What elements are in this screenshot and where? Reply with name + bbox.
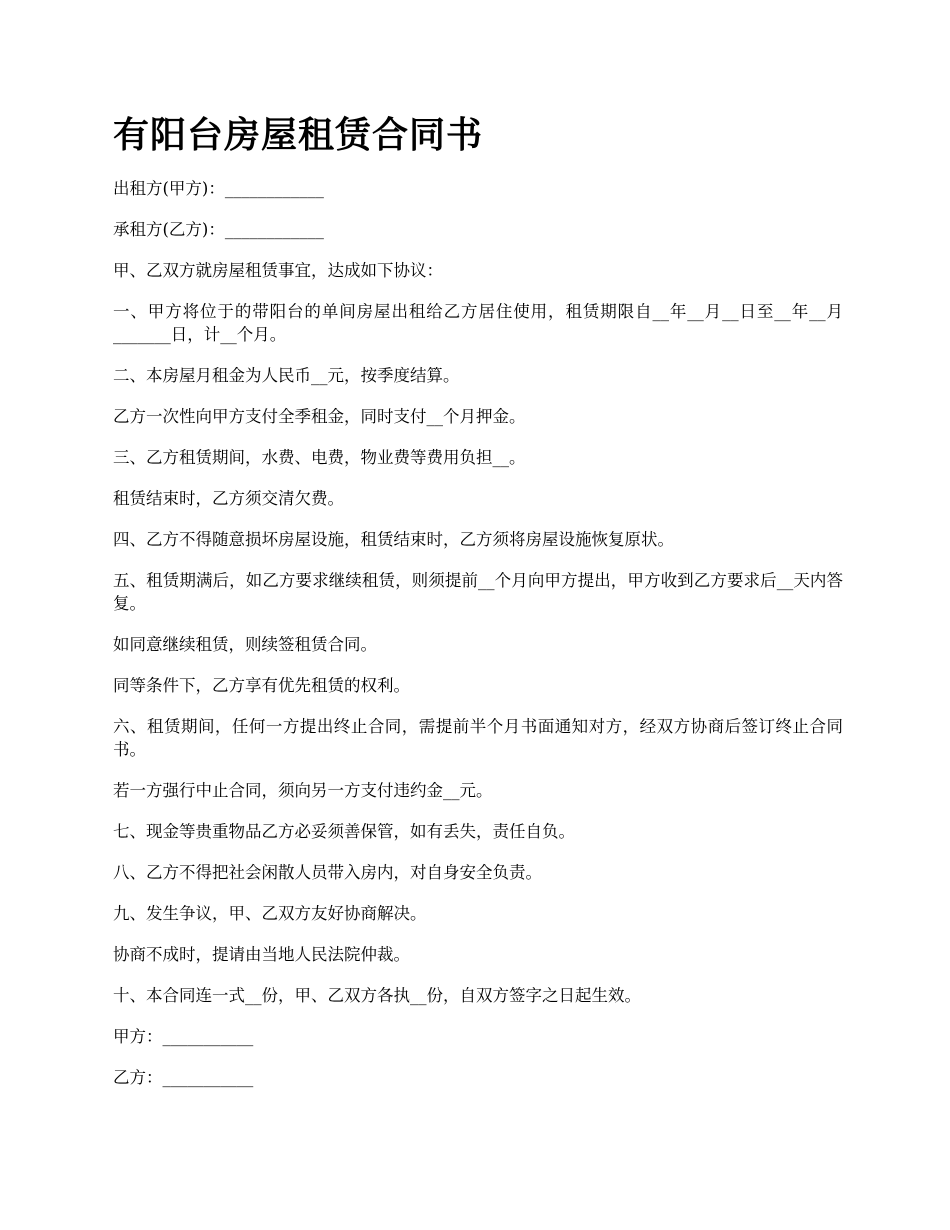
clause-10: 十、本合同连一式__份，甲、乙双方各执__份，自双方签字之日起生效。 (113, 986, 641, 1005)
party-b-line: 承租方(乙方)：____________ (113, 220, 324, 239)
clause-2: 二、本房屋月租金为人民币__元，按季度结算。 (113, 366, 460, 385)
clause-5-note-2: 同等条件下，乙方享有优先租赁的权利。 (113, 676, 410, 695)
agreement-intro: 甲、乙双方就房屋租赁事宜，达成如下协议： (113, 261, 443, 280)
clause-1: 一、甲方将位于的带阳台的单间房屋出租给乙方居住使用，租赁期限自__年__月__日至__年__月_______日，计__个月。 (113, 302, 843, 344)
clause-9-note: 协商不成时，提请由当地人民法院仲裁。 (113, 945, 410, 964)
clause-7: 七、现金等贵重物品乙方必妥须善保管，如有丢失，责任自负。 (113, 822, 575, 841)
clause-3-note: 租赁结束时，乙方须交清欠费。 (113, 489, 344, 508)
clause-3: 三、乙方租赁期间，水费、电费，物业费等费用负担__。 (113, 448, 526, 467)
clause-5-note-1: 如同意继续租赁，则续签租赁合同。 (113, 635, 377, 654)
party-a-line: 出租方(甲方)：____________ (113, 179, 324, 198)
signature-party-a: 甲方：___________ (113, 1027, 254, 1046)
clause-5: 五、租赁期满后，如乙方要求继续租赁，则须提前__个月向甲方提出，甲方收到乙方要求后__天内答复。 (113, 571, 843, 613)
clause-2-note: 乙方一次性向甲方支付全季租金，同时支付__个月押金。 (113, 407, 526, 426)
clause-8: 八、乙方不得把社会闲散人员带入房内，对自身安全负责。 (113, 863, 542, 882)
clause-6: 六、租赁期间，任何一方提出终止合同，需提前半个月书面通知对方，经双方协商后签订终止合同书。 (113, 717, 843, 759)
clause-6-note: 若一方强行中止合同，须向另一方支付违约金__元。 (113, 781, 493, 800)
signature-party-b: 乙方：___________ (113, 1068, 254, 1087)
document-body (113, 177, 843, 1107)
clause-4: 四、乙方不得随意损坏房屋设施，租赁结束时，乙方须将房屋设施恢复原状。 (113, 530, 674, 549)
document-title: 有阳台房屋租赁合同书 (113, 115, 484, 156)
clause-9: 九、发生争议，甲、乙双方友好协商解决。 (113, 904, 427, 923)
